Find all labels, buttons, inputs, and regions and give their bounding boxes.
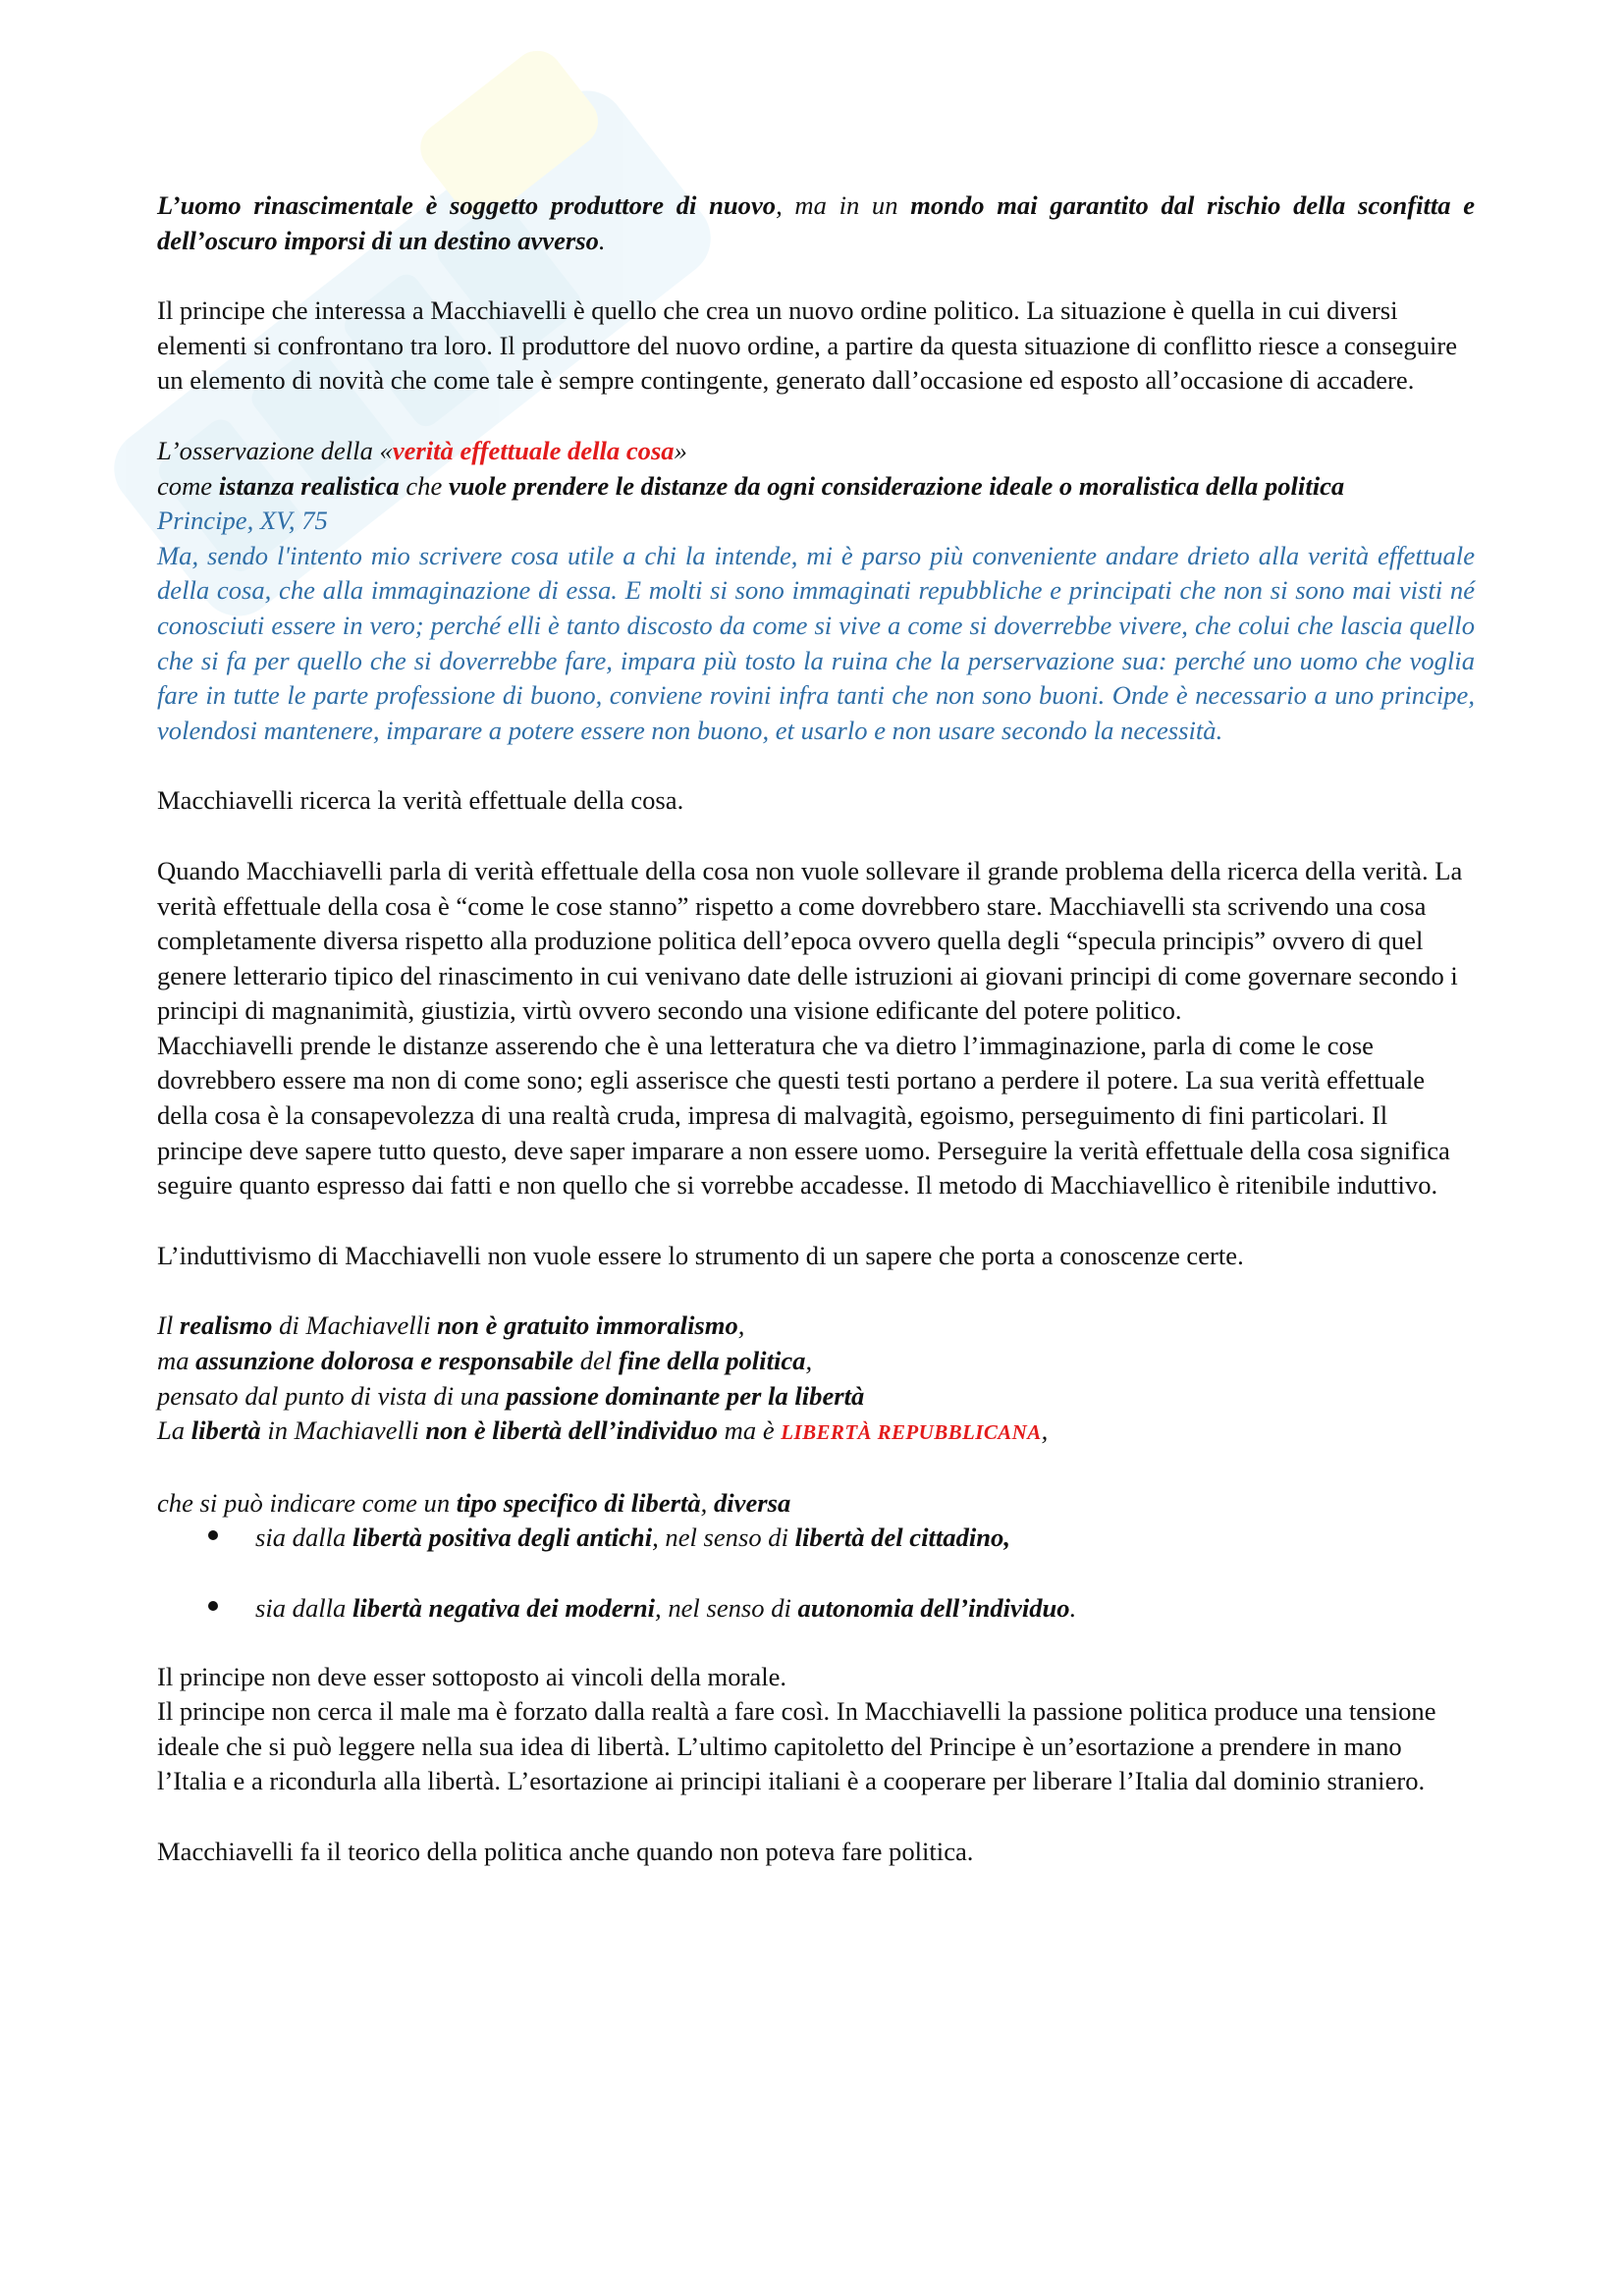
realism-bold: non è gratuito immoralismo <box>437 1310 738 1341</box>
liberty-kind-line <box>157 1486 1475 1522</box>
bullet-text: sia dalla <box>255 1593 352 1623</box>
realism-bold: assunzione dolorosa e responsabile <box>195 1346 574 1376</box>
bullet-text: , nel senso di <box>652 1522 795 1553</box>
realism-text: del <box>573 1346 619 1376</box>
liberta-repubblicana-highlight: LIBERTÀ REPUBBLICANA <box>781 1420 1042 1445</box>
paragraph-ricerca: Macchiavelli ricerca la verità effettuale della cosa. <box>157 785 684 816</box>
quote-sub-text-2: che <box>399 470 449 501</box>
bullet-text: sia dalla <box>255 1522 352 1553</box>
intro-bold-subject: L’uomo rinascimentale è soggetto produttore di nuovo <box>157 190 777 220</box>
bullet-bold: libertà del cittadino, <box>794 1522 1010 1553</box>
quote-source-text: Principe, XV, 75 <box>157 506 328 536</box>
realism-text: Il <box>157 1310 180 1341</box>
realism-text: pensato dal punto di vista di una <box>157 1380 507 1411</box>
realism-bold: libertà <box>190 1415 261 1446</box>
intro-text: , ma in un <box>776 190 911 220</box>
intro-end: . <box>598 225 606 255</box>
realism-line-4 <box>157 1414 1475 1451</box>
realism-text: , <box>805 1346 813 1376</box>
quote-citation-text: Ma, sendo l'intento mio scrivere cosa utile a chi la intende, mi è parso più conveniente andare drieto alla verità effettuale della cosa, che alla immaginazione di essa. E molti si sono immaginati repubbliche e principati che non si sono mai visti né conosciuti essere in vero; perché elli è tanto discosto da come si vive a come si doverrebbe vivere, che colui che lascia quello che si fa per quello che si doverrebbe fare, impara più tosto la ruina che la perservazione sua: perché uno uomo che voglia fare in tutte le parte professione di buono, conviene rovini infra tanti che non sono buoni. Onde è necessario a uno principe, volendosi mantenere, imparare a potere essere non buono, et usarlo e non usare secondo la necessità. <box>157 540 1475 745</box>
paragraph-teorico: Macchiavelli fa il teorico della politica anche quando non poteva fare politica. <box>157 1836 974 1866</box>
realism-text: di Machiavelli <box>272 1310 438 1341</box>
paragraph-new-order: Il principe che interessa a Macchiavelli è quello che crea un nuovo ordine politico. La situazione è quella in cui diversi elementi si confrontano tra loro. Il produttore del nuovo ordine, a partire da questa situazione di conflitto riesce a conseguire un elemento di novità che come tale è sempre contingente, generato dall’occasione ed esposto all’occasione di accadere. <box>157 295 1458 396</box>
quote-sub-bold-1: istanza realistica <box>218 470 400 501</box>
kind-bold: tipo specifico di libertà <box>456 1487 701 1518</box>
bullet-text: , nel senso di <box>655 1593 798 1623</box>
realism-line-2 <box>157 1344 1475 1379</box>
realism-section <box>157 1308 1475 1450</box>
liberty-bullet-list <box>157 1521 1475 1626</box>
realism-text: ma <box>157 1346 196 1376</box>
realism-line-3 <box>157 1379 1475 1415</box>
realism-bold: passione dominante per la libertà <box>506 1380 865 1411</box>
realism-text: , <box>737 1310 745 1341</box>
quote-heading-close: » <box>674 435 687 465</box>
bullet-icon <box>208 1530 218 1540</box>
verita-effettuale-highlight: verità effettuale della cosa <box>392 435 675 465</box>
bullet-bold: autonomia dell’individuo <box>797 1593 1070 1623</box>
paragraph-passione: Il principe non cerca il male ma è forzato dalla realtà a fare così. In Macchiavelli la passione politica produce una tensione ideale che si può leggere nella sua idea di libertà. L’ultimo capitoletto del Principe è un’esortazione a prendere in mano l’Italia e a ricondurla alla libertà. L’esortazione ai principi italiani è a cooperare per liberare l’Italia dal dominio straniero. <box>157 1696 1436 1796</box>
list-item <box>255 1591 1475 1627</box>
paragraph-verita: Quando Macchiavelli parla di verità effettuale della cosa non vuole sollevare il grande problema della ricerca della verità. La verità effettuale della cosa è “come le cose stanno” rispetto a come dovrebbero stare. Macchiavelli sta scrivendo una cosa completamente diversa rispetto alla produzione politica dell’epoca ovvero quella degli “specula principis” ovvero di quel genere letterario tipico del rinascimento in cui venivano date delle istruzioni ai giovani principi di come governare secondo i principi di magnanimità, giustizia, virtù ovvero secondo una visione edificante del potere politico. <box>157 855 1463 1026</box>
realism-bold: non è libertà dell’individuo <box>425 1415 719 1446</box>
realism-bold: realismo <box>179 1310 273 1341</box>
intro-paragraph <box>157 188 1475 258</box>
bullet-bold: libertà negativa dei moderni <box>352 1593 656 1623</box>
kind-text: che si può indicare come un <box>157 1487 457 1518</box>
paragraph-induttivismo: L’induttivismo di Macchiavelli non vuole essere lo strumento di un sapere che porta a conoscenze certe. <box>157 1240 1244 1270</box>
realism-text: ma è <box>718 1415 782 1446</box>
intro-bold-world: mondo mai garantito dal rischio della sconfitta e dell’oscuro imporsi di un destino avverso <box>157 190 1475 255</box>
quote-heading-text: L’osservazione della « <box>157 435 393 465</box>
realism-text: , <box>1041 1415 1049 1446</box>
quote-section <box>157 434 1475 748</box>
quote-sub-bold-2: vuole prendere le distanze da ogni considerazione ideale o moralistica della politica <box>448 470 1345 501</box>
document-page <box>157 188 1475 1905</box>
realism-line-1 <box>157 1308 1475 1344</box>
realism-text: in Machiavelli <box>260 1415 426 1446</box>
bullet-bold: libertà positiva degli antichi <box>352 1522 653 1553</box>
realism-text: La <box>157 1415 191 1446</box>
quote-heading <box>157 434 1475 469</box>
quote-source <box>157 504 1475 539</box>
quote-sub-text: come <box>157 470 219 501</box>
bullet-icon <box>208 1601 218 1611</box>
quote-subheading <box>157 469 1475 505</box>
paragraph-morale: Il principe non deve esser sottoposto ai vincoli della morale. <box>157 1661 787 1691</box>
kind-bold: diversa <box>713 1487 791 1518</box>
bullet-text: . <box>1069 1593 1077 1623</box>
realism-bold: fine della politica <box>618 1346 806 1376</box>
list-item <box>255 1521 1475 1556</box>
kind-text: , <box>700 1487 714 1518</box>
quote-citation <box>157 539 1475 749</box>
paragraph-distanze: Macchiavelli prende le distanze asserendo che è una letteratura che va dietro l’immaginazione, parla di come le cose dovrebbero essere ma non di come sono; egli asserisce che questi testi portano a perdere il potere. La sua verità effettuale della cosa è la consapevolezza di una realtà cruda, impresa di malvagità, egoismo, perseguimento di fini particolari. Il principe deve sapere tutto questo, deve saper imparare a non essere uomo. Perseguire la verità effettuale della cosa significa seguire quanto espresso dai fatti e non quello che si vorrebbe accadesse. Il metodo di Macchiavellico è ritenibile induttivo. <box>157 1030 1450 1201</box>
